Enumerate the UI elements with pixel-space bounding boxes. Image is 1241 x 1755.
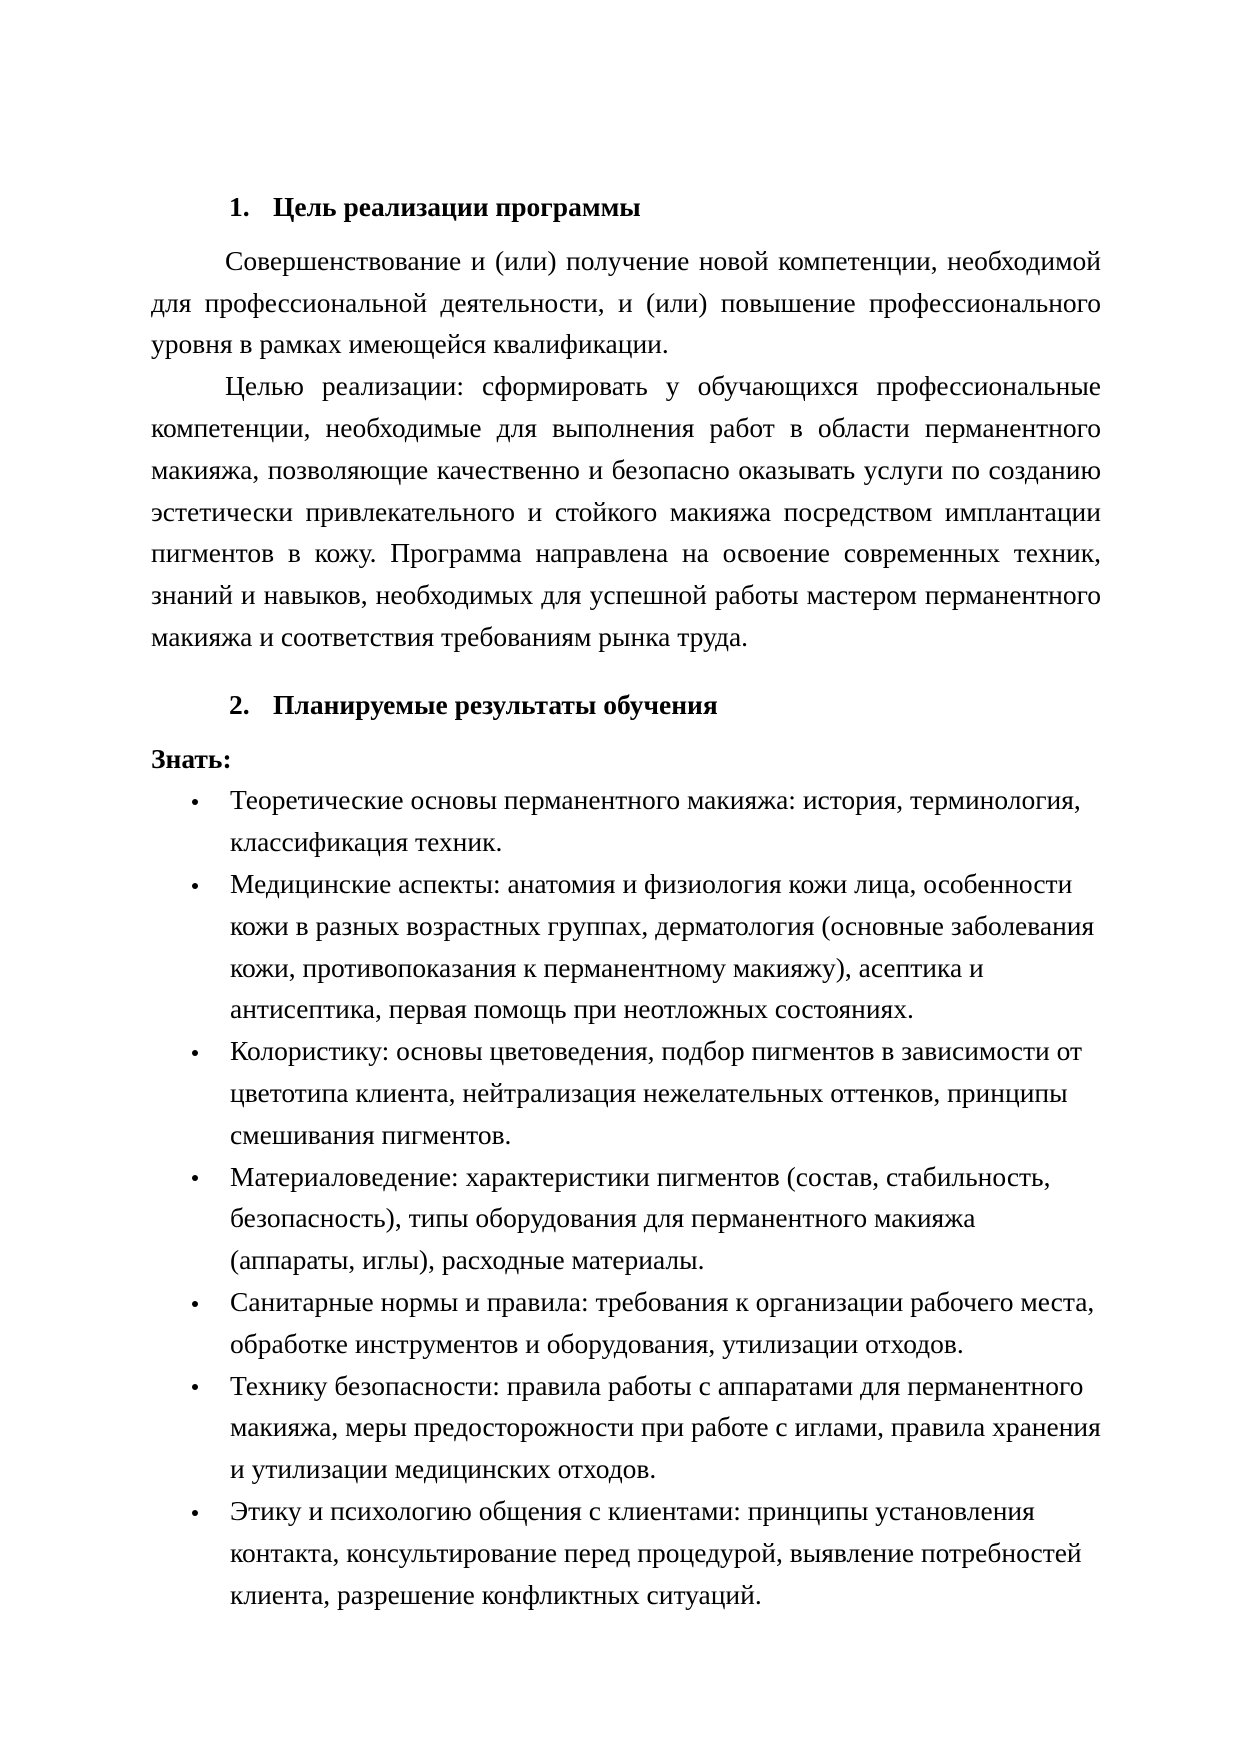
document-body xyxy=(151,186,1101,1615)
list-item xyxy=(151,1365,1101,1490)
section-title-2: Планируемые результаты обучения xyxy=(273,688,718,720)
list-item-text: Медицинские аспекты: анатомия и физиология кожи лица, особенности кожи в разных возрастных группах, дерматология (основные заболевания кожи, противопоказания к перманентному макияжу), асептика и антисептика, первая помощь при неотложных состояниях. xyxy=(230,867,1095,1025)
list-item xyxy=(151,1490,1101,1615)
list-item xyxy=(151,863,1101,1030)
spacer xyxy=(151,658,1101,684)
bullet-icon xyxy=(192,1510,198,1516)
section-number-2: 2. xyxy=(229,688,250,720)
list-item-text: Этику и психологию общения с клиентами: принципы установления контакта, консультирование перед процедурой, выявление потребностей клиента, разрешение конфликтных ситуаций. xyxy=(230,1494,1082,1610)
spacer xyxy=(151,228,1101,240)
list-item xyxy=(151,779,1101,863)
subheading-znat: Знать: xyxy=(151,742,232,774)
list-item-text: Колористику: основы цветоведения, подбор пигментов в зависимости от цветотипа клиента, нейтрализация нежелательных оттенков, принципы смешивания пигментов. xyxy=(230,1035,1082,1150)
spacer xyxy=(151,726,1101,738)
list-item-text: Материаловедение: характеристики пигментов (состав, стабильность, безопасность), типы оборудования для перманентного макияжа (аппараты, иглы), расходные материалы. xyxy=(230,1160,1051,1276)
bullet-icon xyxy=(192,1050,198,1056)
bullet-icon xyxy=(192,1175,198,1181)
list-item xyxy=(151,1030,1101,1155)
section-title-1: Цель реализации программы xyxy=(273,191,641,222)
section-1-paragraph-2: Целью реализации: сформировать у обучающихся профессиональные компетенции, необходимые для выполнения работ в области перманентного макияжа, позволяющие качественно и безопасно оказывать услуги по созданию эстетически привлекательного и стойкого макияжа посредством имплантации пигментов в кожу. Программа направлена на освоение современных техник, знаний и навыков, необходимых для успешной работы мастером перманентного макияжа и соответствия требованиям рынка труда. xyxy=(151,370,1101,652)
list-item-text: Теоретические основы перманентного макияжа: история, терминология, классификация техник. xyxy=(230,784,1081,858)
learning-outcomes-list xyxy=(151,779,1101,1615)
list-item xyxy=(151,1281,1101,1365)
section-heading-2 xyxy=(151,684,1101,726)
section-heading-1 xyxy=(151,186,1101,228)
bullet-icon xyxy=(192,883,198,889)
list-item-text: Санитарные нормы и правила: требования к организации рабочего места, обработке инструментов и оборудования, утилизации отходов. xyxy=(230,1285,1095,1359)
bullet-icon xyxy=(192,799,198,805)
section-1-paragraph-1: Совершенствование и (или) получение новой компетенции, необходимой для профессиональной деятельности, и (или) повышение профессионального уровня в рамках имеющейся квалификации. xyxy=(151,244,1101,360)
list-item-text: Технику безопасности: правила работы с аппаратами для перманентного макияжа, меры предосторожности при работе с иглами, правила хранения и утилизации медицинских отходов. xyxy=(230,1369,1101,1485)
bullet-icon xyxy=(192,1384,198,1390)
list-item xyxy=(151,1156,1101,1281)
section-number-1: 1. xyxy=(229,191,250,222)
bullet-icon xyxy=(192,1301,198,1307)
